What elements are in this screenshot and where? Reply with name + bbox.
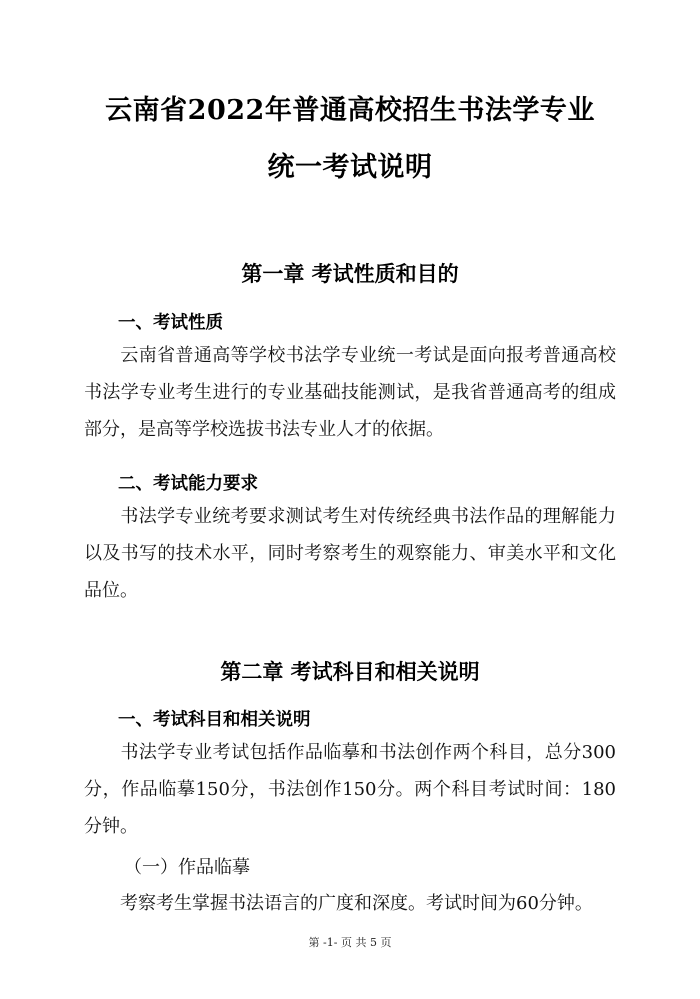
chapter1-section2-paragraph: [84, 498, 616, 609]
document-title-line2: 统一考试说明: [267, 152, 433, 183]
document-title-line1: 云南省2022年普通高校招生书法学专业: [105, 95, 595, 126]
chapter1-section1-heading: 一、考试性质: [118, 313, 223, 333]
chapter2-subitem1-text: 考察考生掌握书法语言的广度和深度。考试时间为60分钟。: [120, 893, 593, 914]
chapter2-section1-paragraph: [84, 734, 616, 845]
chapter2-section1-heading: 一、考试科目和相关说明: [118, 710, 311, 730]
chapter2-section1-text: 书法学专业考试包括作品临摹和书法创作两个科目，总分300分，作品临摹150分，书法创作150分。两个科目考试时间：180分钟。: [84, 742, 616, 837]
chapter2-heading: 第二章 考试科目和相关说明: [220, 660, 480, 684]
chapter2-subitem1-paragraph: [84, 885, 616, 922]
chapter2-subitem1-heading: （一）作品临摹: [124, 857, 250, 878]
chapter1-section1-paragraph: [84, 337, 616, 448]
chapter1-heading: 第一章 考试性质和目的: [241, 262, 459, 286]
chapter1-section1-text: 云南省普通高等学校书法学专业统一考试是面向报考普通高校书法学专业考生进行的专业基础技能测试，是我省普通高考的组成部分，是高等学校选拔书法专业人才的依据。: [84, 345, 616, 440]
page-footer: 第 -1- 页 共 5 页: [308, 936, 392, 949]
chapter1-section2-heading: 二、考试能力要求: [118, 474, 258, 494]
chapter1-section2-text: 书法学专业统考要求测试考生对传统经典书法作品的理解能力以及书写的技术水平，同时考察考生的观察能力、审美水平和文化品位。: [84, 506, 616, 601]
